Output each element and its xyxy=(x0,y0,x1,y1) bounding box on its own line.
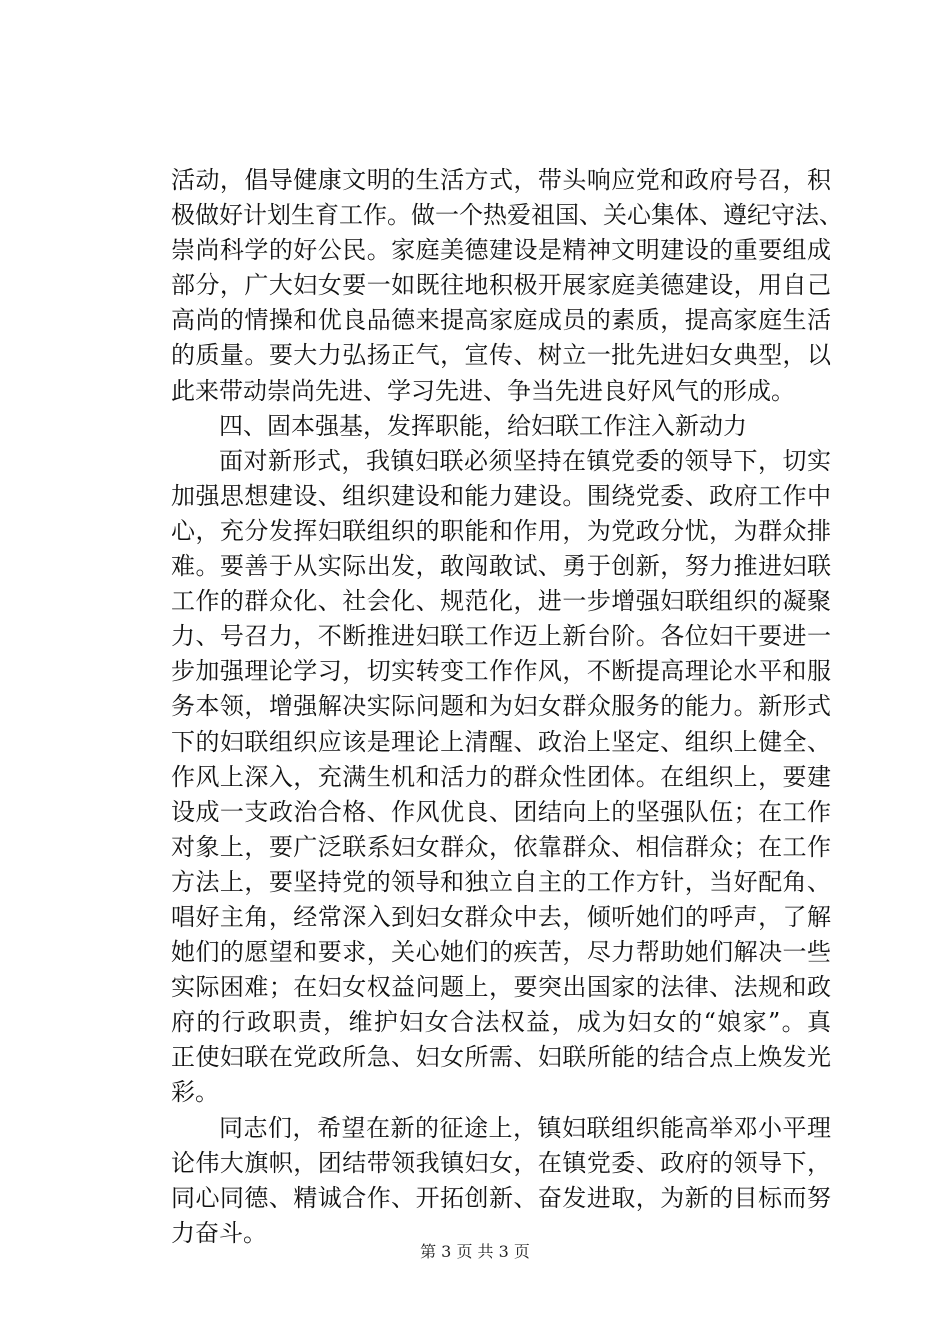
body-line: 步加强理论学习，切实转变工作作风，不断提高理论水平和服 xyxy=(171,657,831,686)
body-line: 力、号召力，不断推进妇联工作迈上新台阶。各位妇干要进一 xyxy=(171,622,831,651)
body-line: 实际困难；在妇女权益问题上，要突出国家的法律、法规和政 xyxy=(171,973,831,1002)
body-line: 部分，广大妇女要一如既往地积极开展家庭美德建设，用自己 xyxy=(171,271,831,300)
body-line: 对象上，要广泛联系妇女群众，依靠群众、相信群众；在工作 xyxy=(171,832,831,861)
body-line: 方法上，要坚持党的领导和独立自主的工作方针，当好配角、 xyxy=(171,867,831,896)
body-line: 面对新形式，我镇妇联必须坚持在镇党委的领导下，切实 xyxy=(219,446,831,475)
body-line: 论伟大旗帜，团结带领我镇妇女，在镇党委、政府的领导下， xyxy=(171,1148,831,1177)
document-body xyxy=(171,163,843,1251)
body-line: 难。要善于从实际出发，敢闯敢试、勇于创新，努力推进妇联 xyxy=(171,552,831,581)
body-line: 正使妇联在党政所急、妇女所需、妇联所能的结合点上焕发光 xyxy=(171,1043,831,1072)
body-line: 心，充分发挥妇联组织的职能和作用，为党政分忧，为群众排 xyxy=(171,516,831,545)
body-line: 活动，倡导健康文明的生活方式，带头响应党和政府号召，积 xyxy=(171,166,831,194)
section-heading: 四、固本强基，发挥职能，给妇联工作注入新动力 xyxy=(219,411,747,440)
body-line: 极做好计划生育工作。做一个热爱祖国、关心集体、遵纪守法、 xyxy=(171,201,843,230)
body-line: 设成一支政治合格、作风优良、团结向上的坚强队伍；在工作 xyxy=(171,797,831,826)
body-line: 唱好主角，经常深入到妇女群众中去，倾听她们的呼声，了解 xyxy=(171,902,831,931)
body-line: 加强思想建设、组织建设和能力建设。围绕党委、政府工作中 xyxy=(171,481,831,510)
body-line: 的质量。要大力弘扬正气，宣传、树立一批先进妇女典型，以 xyxy=(171,341,831,370)
body-line: 府的行政职责，维护妇女合法权益，成为妇女的“娘家”。真 xyxy=(171,1008,831,1037)
body-line: 彩。 xyxy=(171,1078,219,1107)
page-number-footer: 第 3 页 共 3 页 xyxy=(420,1242,530,1261)
body-line: 崇尚科学的好公民。家庭美德建设是精神文明建设的重要组成 xyxy=(171,236,831,265)
body-line: 同心同德、精诚合作、开拓创新、奋发进取，为新的目标而努 xyxy=(171,1183,831,1212)
body-line: 力奋斗。 xyxy=(171,1218,267,1247)
body-line: 此来带动崇尚先进、学习先进、争当先进良好风气的形成。 xyxy=(171,376,795,405)
body-line: 她们的愿望和要求，关心她们的疾苦，尽力帮助她们解决一些 xyxy=(171,938,831,967)
body-line: 高尚的情操和优良品德来提高家庭成员的素质，提高家庭生活 xyxy=(171,306,831,335)
body-line: 同志们，希望在新的征途上，镇妇联组织能高举邓小平理 xyxy=(219,1113,831,1142)
body-line: 下的妇联组织应该是理论上清醒、政治上坚定、组织上健全、 xyxy=(171,727,831,756)
body-line: 工作的群众化、社会化、规范化，进一步增强妇联组织的凝聚 xyxy=(171,587,831,616)
body-line: 作风上深入，充满生机和活力的群众性团体。在组织上，要建 xyxy=(171,762,831,791)
body-line: 务本领，增强解决实际问题和为妇女群众服务的能力。新形式 xyxy=(171,692,831,721)
